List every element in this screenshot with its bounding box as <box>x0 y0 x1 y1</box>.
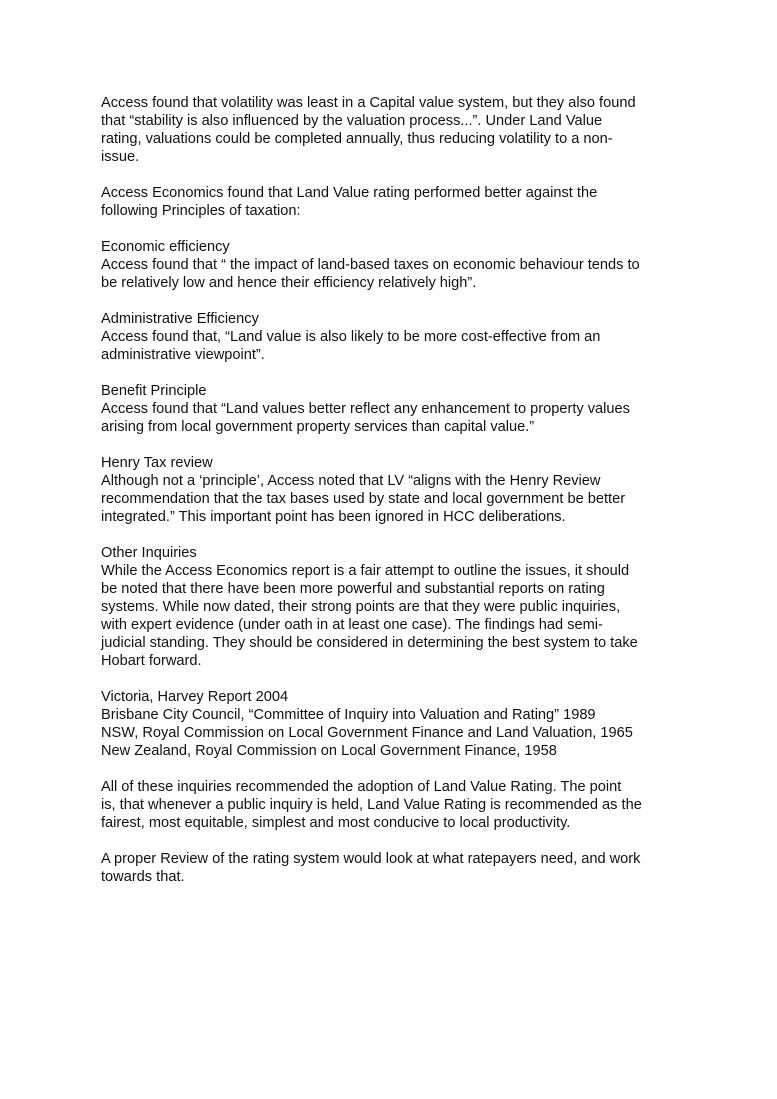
text-line: be relatively low and hence their efficiency relatively high”. <box>101 275 477 291</box>
text-line: recommendation that the tax bases used by state and local government be better <box>101 491 626 507</box>
text-line: systems. While now dated, their strong points are that they were public inquiries, <box>101 599 621 615</box>
text-line: A proper Review of the rating system would look at what ratepayers need, and work <box>101 851 641 867</box>
text-line: arising from local government property services than capital value.” <box>101 419 535 435</box>
section-heading: Henry Tax review <box>101 455 213 471</box>
text-line: fairest, most equitable, simplest and most conducive to local productivity. <box>101 815 571 831</box>
section-heading: Other Inquiries <box>101 545 197 561</box>
section-economic-efficiency <box>101 238 691 292</box>
text-line: issue. <box>101 149 140 165</box>
section-administrative-efficiency <box>101 310 691 364</box>
text-line: administrative viewpoint”. <box>101 347 265 363</box>
text-line: following Principles of taxation: <box>101 203 301 219</box>
list-item: New Zealand, Royal Commission on Local Government Finance, 1958 <box>101 743 557 759</box>
text-line: Access found that volatility was least in a Capital value system, but they also found <box>101 95 636 111</box>
text-line: with expert evidence (under oath in at least one case). The findings had semi- <box>101 617 603 633</box>
text-line: rating, valuations could be completed annually, thus reducing volatility to a non- <box>101 131 613 147</box>
text-line: Although not a ‘principle’, Access noted that LV “aligns with the Henry Review <box>101 473 601 489</box>
text-line: integrated.” This important point has been ignored in HCC deliberations. <box>101 509 566 525</box>
text-line: be noted that there have been more powerful and substantial reports on rating <box>101 581 605 597</box>
paragraph-inquiries-conclusion <box>101 778 691 832</box>
document-page <box>101 94 691 904</box>
section-heading: Economic efficiency <box>101 239 230 255</box>
list-item: NSW, Royal Commission on Local Government Finance and Land Valuation, 1965 <box>101 725 633 741</box>
paragraph-proper-review <box>101 850 691 886</box>
inquiries-list <box>101 688 691 760</box>
paragraph-principles-intro <box>101 184 691 220</box>
text-line: towards that. <box>101 869 185 885</box>
text-line: Access found that “ the impact of land-based taxes on economic behaviour tends to <box>101 257 640 273</box>
section-benefit-principle <box>101 382 691 436</box>
text-line: Access found that, “Land value is also likely to be more cost-effective from an <box>101 329 601 345</box>
text-line: Hobart forward. <box>101 653 202 669</box>
text-line: that “stability is also influenced by the valuation process...”. Under Land Value <box>101 113 603 129</box>
text-line: Access Economics found that Land Value rating performed better against the <box>101 185 598 201</box>
text-line: While the Access Economics report is a fair attempt to outline the issues, it should <box>101 563 630 579</box>
text-line: judicial standing. They should be considered in determining the best system to take <box>101 635 638 651</box>
section-henry-tax-review <box>101 454 691 526</box>
section-heading: Administrative Efficiency <box>101 311 259 327</box>
text-line: Access found that “Land values better reflect any enhancement to property values <box>101 401 630 417</box>
list-item: Brisbane City Council, “Committee of Inquiry into Valuation and Rating” 1989 <box>101 707 596 723</box>
section-other-inquiries <box>101 544 691 670</box>
paragraph-volatility <box>101 94 691 166</box>
section-heading: Benefit Principle <box>101 383 207 399</box>
text-line: All of these inquiries recommended the adoption of Land Value Rating. The point <box>101 779 622 795</box>
list-item: Victoria, Harvey Report 2004 <box>101 689 289 705</box>
text-line: is, that whenever a public inquiry is held, Land Value Rating is recommended as the <box>101 797 642 813</box>
